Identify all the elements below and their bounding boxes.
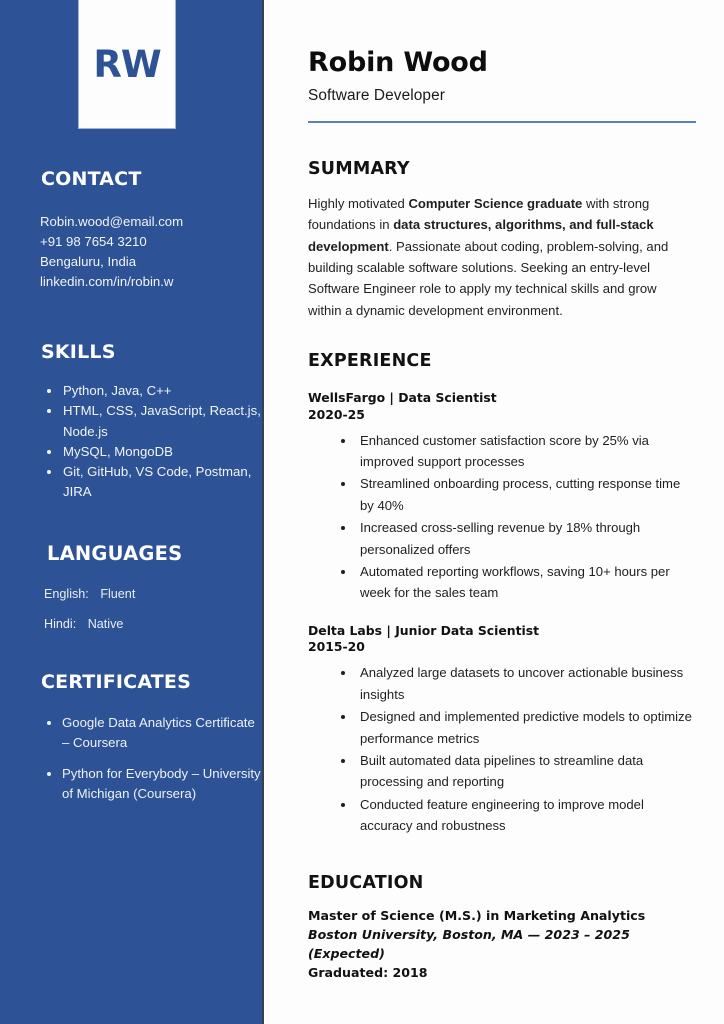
sidebar-section-contact (0, 168, 264, 292)
sidebar-section-languages (0, 542, 264, 647)
logo-initials-text: RW (93, 42, 161, 86)
languages-heading: LANGUAGES (47, 542, 183, 565)
experience-heading: EXPERIENCE (308, 351, 432, 372)
list-item: • Automated reporting workflows, saving 10+ hours per week for the sales team (356, 561, 692, 604)
sidebar-section-certificates (0, 671, 264, 815)
list-item: • Designed and implemented predictive models to optimize performance metrics (356, 706, 692, 749)
skills-list (45, 381, 264, 503)
language-level: Fluent (100, 587, 136, 601)
education-graduated: Graduated: 2018 (308, 964, 428, 980)
page-title: Robin Wood (308, 47, 488, 78)
job-bullet-list (356, 430, 692, 604)
job-title-company: Delta Labs | Junior Data Scientist (308, 622, 540, 638)
list-item: • Google Data Analytics Certificate – Coursera (62, 713, 264, 752)
list-item (44, 617, 264, 631)
sidebar (0, 0, 264, 1024)
language-name: English: (44, 587, 89, 601)
contact-list (40, 212, 264, 292)
certificates-list (45, 713, 264, 803)
skills-heading: SKILLS (41, 341, 116, 363)
experience-entry (308, 390, 692, 604)
summary-text: Highly motivated Computer Science graduate with strong foundations in data structures, algorithms, and full-stack development. Passionate about coding, problem-solving, and building scalable software solutions. Seeking an entry-level Software Engineer role to apply my technical skills and grow within a dynamic development environment. (308, 195, 669, 318)
job-dates: 2020-25 (308, 406, 365, 422)
language-level: Native (87, 617, 124, 631)
education-heading: EDUCATION (308, 872, 424, 893)
contact-linkedin[interactable]: linkedin.com/in/robin.w (40, 274, 174, 289)
contact-location: Bengaluru, India (40, 254, 137, 269)
languages-list (44, 587, 264, 631)
list-item: • Python, Java, C++ (62, 381, 264, 401)
list-item: • Analyzed large datasets to uncover actionable business insights (356, 662, 692, 705)
experience-entry (308, 623, 692, 837)
education-degree: Master of Science (M.S.) in Marketing Analytics (308, 907, 646, 923)
list-item: • Git, GitHub, VS Code, Postman, JIRA (62, 462, 264, 503)
job-title-company: WellsFargo | Data Scientist (308, 390, 497, 406)
list-item: • Conducted feature engineering to improve model accuracy and robustness (356, 794, 692, 837)
header-divider (308, 121, 696, 123)
contact-email[interactable]: Robin.wood@email.com (40, 214, 184, 229)
section-education (308, 873, 692, 982)
language-name: Hindi: (44, 617, 77, 631)
education-school: Boston University, Boston, MA — 2023 – 2025 (Expected) (308, 926, 630, 961)
contact-heading: CONTACT (41, 168, 142, 190)
section-summary (308, 159, 692, 321)
list-item: • Enhanced customer satisfaction score by 25% via improved support processes (356, 430, 692, 473)
list-item: • Built automated data pipelines to streamline data processing and reporting (356, 750, 692, 793)
education-entry (308, 906, 692, 982)
list-item: • Increased cross-selling revenue by 18% through personalized offers (356, 517, 692, 560)
list-item (44, 587, 264, 601)
header-job-title: Software Developer (308, 86, 445, 104)
list-item: • MySQL, MongoDB (62, 442, 264, 462)
contact-phone[interactable]: +91 98 7654 3210 (40, 234, 147, 249)
job-dates: 2015-20 (308, 639, 365, 655)
list-item: • Streamlined onboarding process, cutting response time by 40% (356, 473, 692, 516)
main-content (266, 0, 724, 1024)
certificates-heading: CERTIFICATES (41, 671, 191, 693)
section-experience (308, 351, 692, 837)
job-bullet-list (356, 662, 692, 836)
list-item: • HTML, CSS, JavaScript, React.js, Node.js (62, 401, 264, 442)
summary-heading: SUMMARY (308, 158, 410, 179)
sidebar-section-skills (0, 341, 264, 503)
list-item: • Python for Everybody – University of Michigan (Coursera) (62, 764, 264, 803)
logo-monogram (78, 0, 176, 129)
